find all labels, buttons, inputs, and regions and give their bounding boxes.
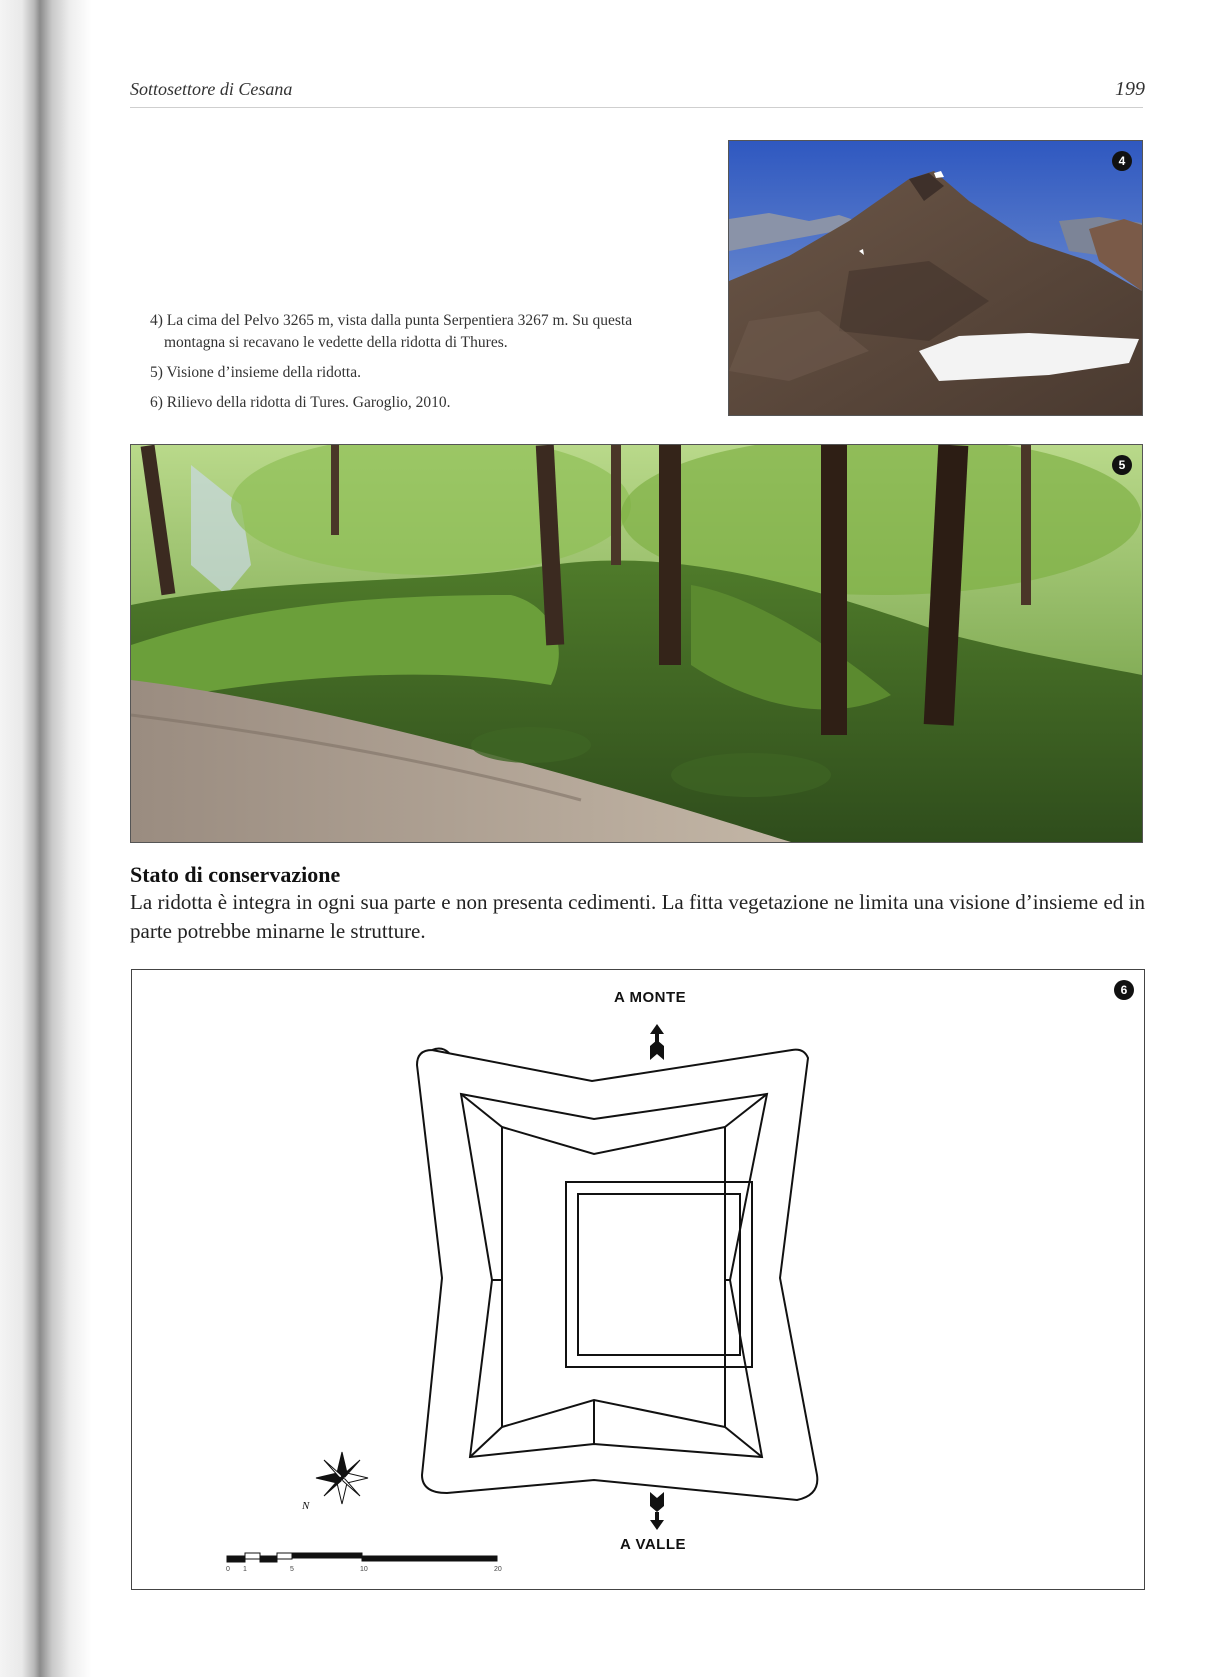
north-label: N [302, 1500, 310, 1512]
plan-inner-outline [502, 1127, 725, 1427]
section-title: Stato di conservazione [130, 862, 341, 887]
caption-4-line1: 4) La cima del Pelvo 3265 m, vista dalla punta Serpentiera 3267 m. Su questa [150, 312, 633, 329]
ridotta-plan-drawing [131, 969, 1145, 1590]
figure-badge-6: 6 [1114, 980, 1134, 1000]
plan-keep-inner [578, 1194, 740, 1355]
caption-5: 5) Visione d’insieme della ridotta. [150, 364, 361, 381]
page-number: 199 [1115, 78, 1145, 100]
scale-tick-label: 20 [494, 1566, 502, 1573]
photo-mountain-pelvo [728, 140, 1143, 416]
plan-middle-outline [461, 1094, 767, 1457]
figure-badge-4: 4 [1112, 151, 1132, 171]
scale-tick-label: 10 [360, 1566, 368, 1573]
book-spine-shadow [0, 0, 92, 1677]
caption-4 [150, 310, 690, 354]
scale-tick-label: 5 [290, 1566, 294, 1573]
arrow-down-icon [650, 1492, 664, 1530]
label-a-monte: A MONTE [614, 989, 687, 1006]
scale-tick-label: 0 [226, 1566, 230, 1573]
scale-tick-labels [222, 1566, 512, 1576]
figure-badge-5: 5 [1112, 455, 1132, 475]
arrow-up-icon [650, 1024, 664, 1060]
photo-ridotta-forest [130, 444, 1143, 843]
mountain-illustration [729, 141, 1142, 415]
caption-4-line2: montagna si recavano le vedette della ridotta di Thures. [164, 334, 508, 351]
section-body: La ridotta è integra in ogni sua parte e non presenta cedimenti. La fitta vegetazione ne limita una visione d’insieme ed in parte potrebbe minarne le strutture. [130, 890, 1145, 943]
label-a-valle: A VALLE [620, 1536, 686, 1553]
compass-rose-icon [316, 1452, 368, 1504]
ridotta-plan-svg [132, 970, 1144, 1589]
plan-connector [461, 1094, 502, 1127]
caption-6: 6) Rilievo della ridotta di Tures. Garoglio, 2010. [150, 394, 451, 411]
figure-captions [150, 310, 690, 422]
running-title: Sottosettore di Cesana [130, 79, 293, 99]
scale-bar [227, 1553, 497, 1562]
forest-illustration [131, 445, 1142, 842]
header-rule [130, 107, 1143, 108]
plan-connector [470, 1427, 502, 1457]
scale-tick-label: 1 [243, 1566, 247, 1573]
